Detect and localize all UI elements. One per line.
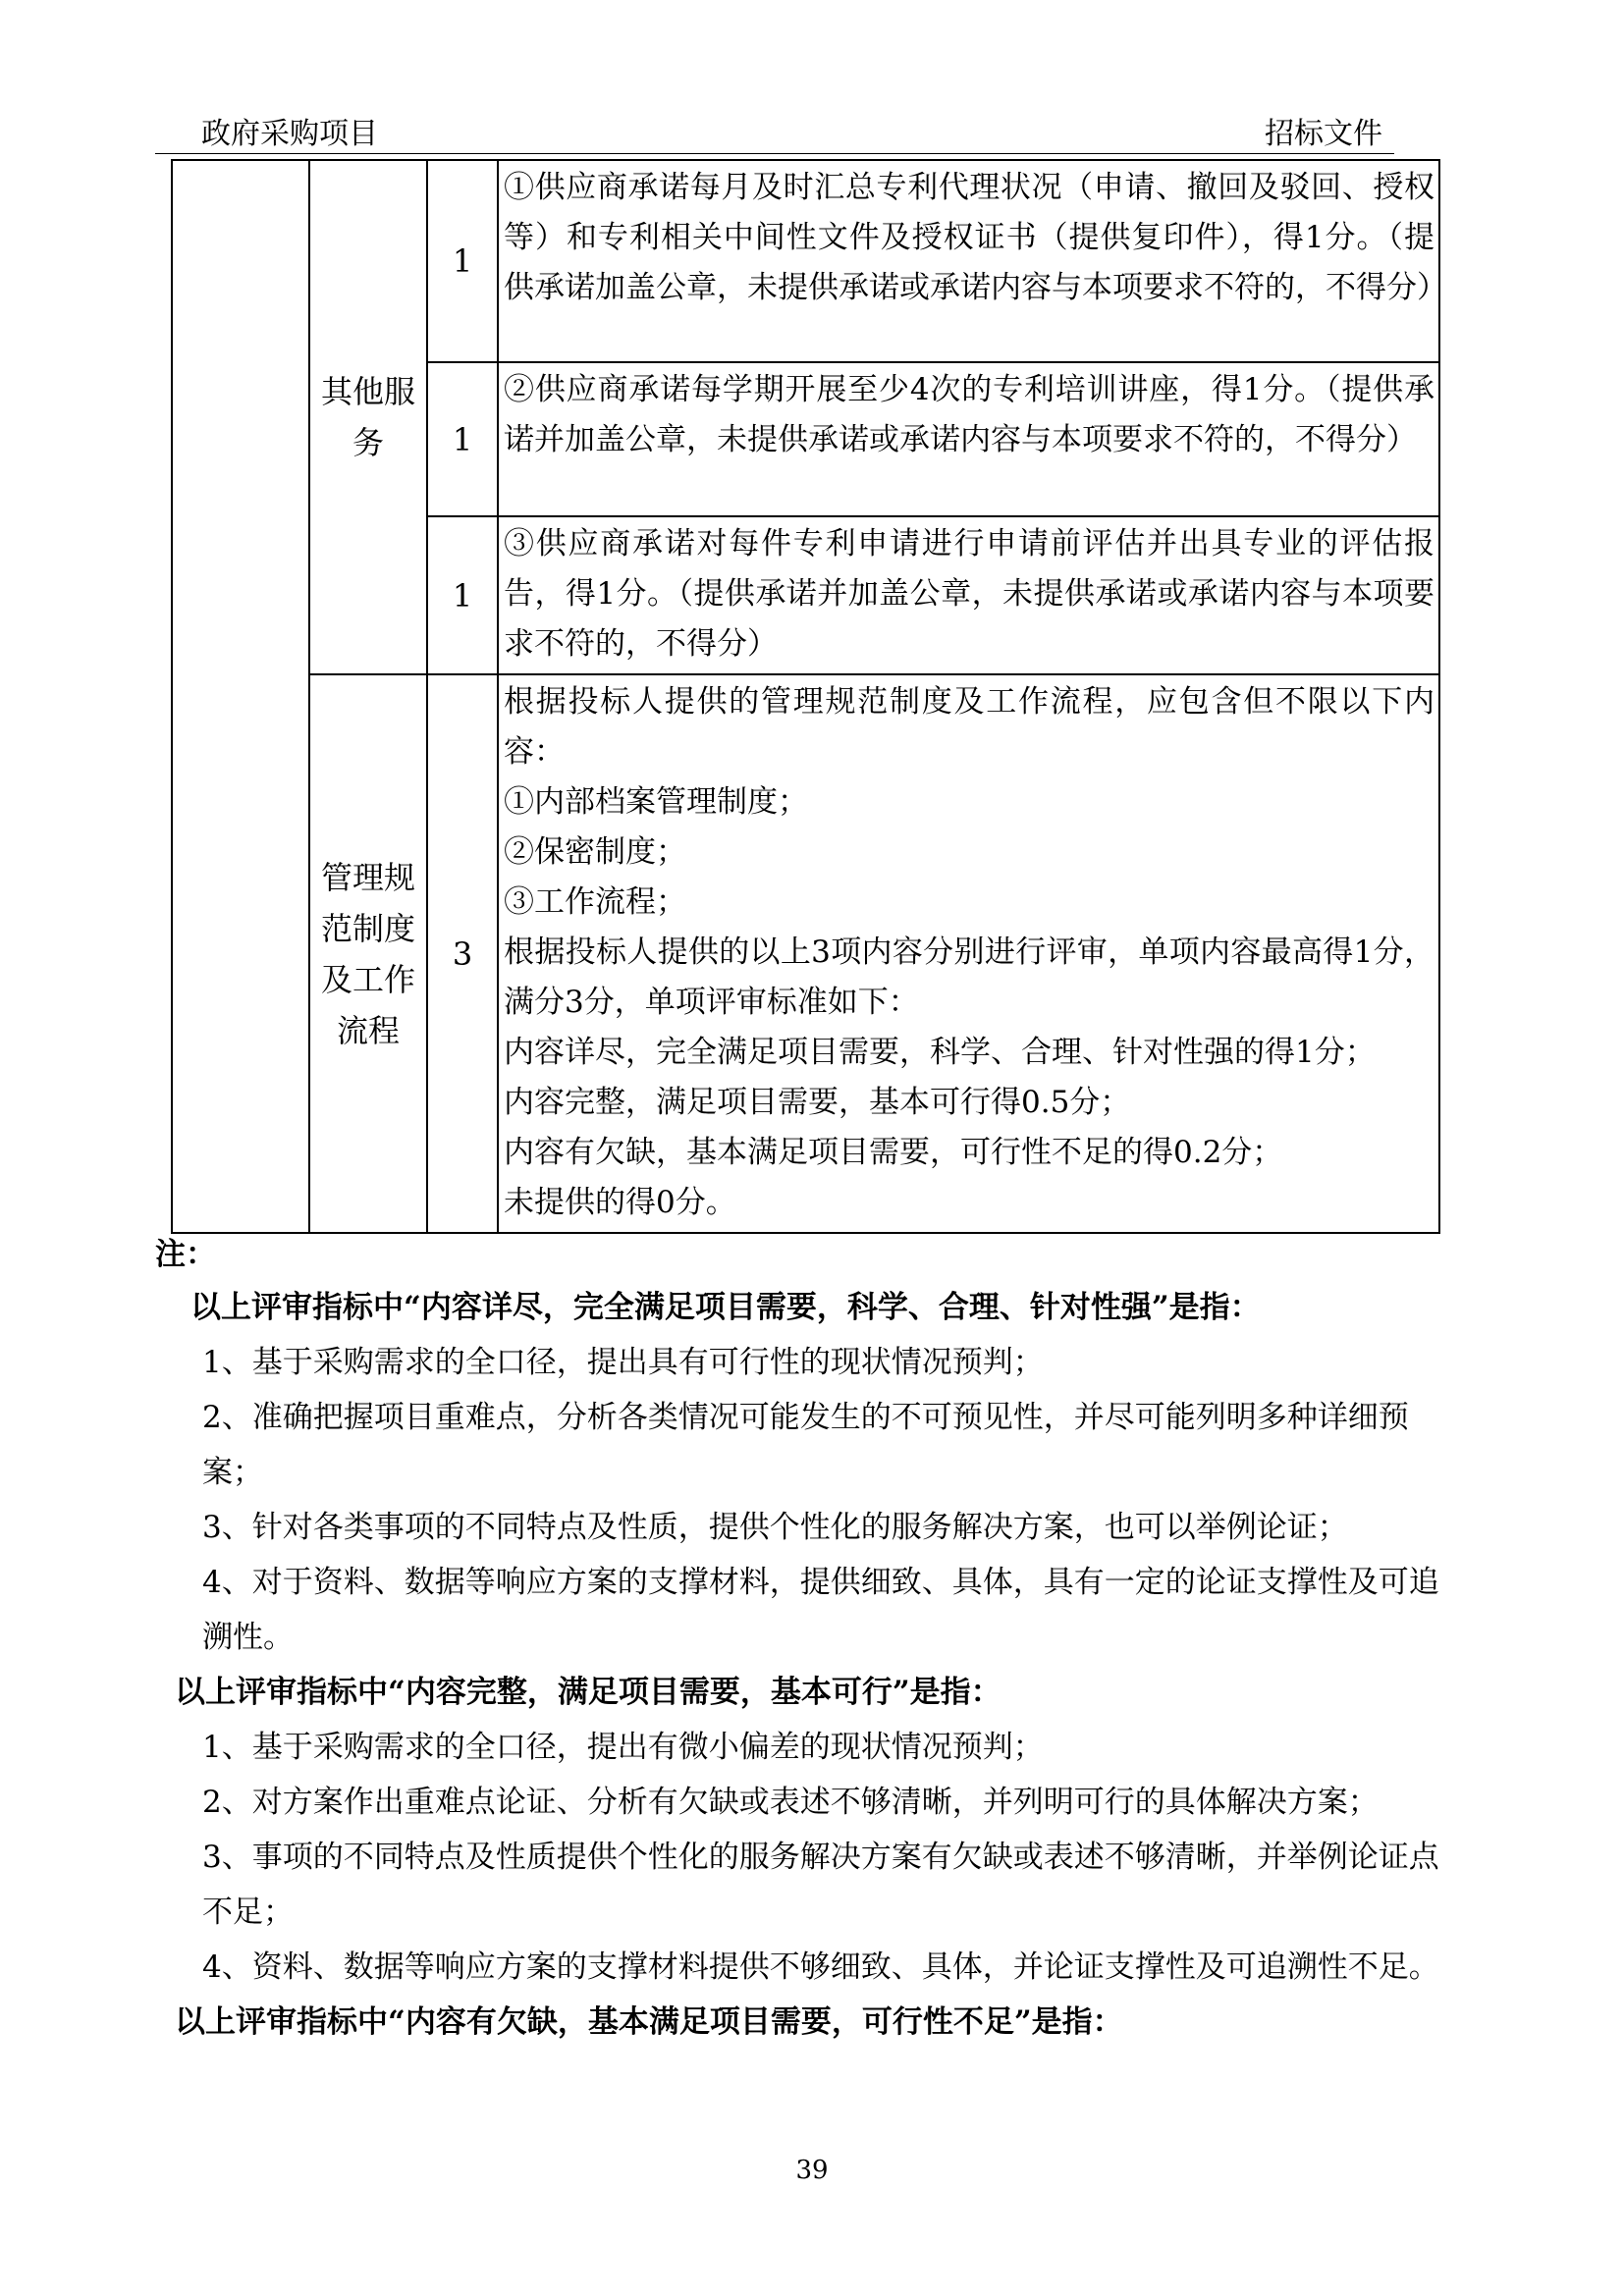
- header-left: 政府采购项目: [201, 117, 378, 151]
- criterion-line: 未提供的得0分。: [504, 1185, 736, 1220]
- page-number: 39: [795, 2156, 829, 2185]
- notes-label: 注：: [155, 1237, 216, 1272]
- criterion-line: ②保密制度；: [504, 834, 686, 870]
- list-item: 3、事项的不同特点及性质提供个性化的服务解决方案有欠缺或表述不够清晰，并举例论证点不足；: [202, 1840, 1439, 1930]
- notes-heading-3: 以上评审指标中“内容有欠缺，基本满足项目需要，可行性不足”是指：: [175, 2004, 1123, 2040]
- header-divider: [155, 153, 1394, 154]
- score-cell: 1: [427, 516, 498, 674]
- score-cell: 3: [427, 674, 498, 1233]
- list-item: 3、针对各类事项的不同特点及性质，提供个性化的服务解决方案，也可以举例论证；: [202, 1510, 1348, 1545]
- criterion-line: 内容有欠缺，基本满足项目需要，可行性不足的得0.2分；: [504, 1135, 1283, 1170]
- table-row: [172, 160, 1439, 362]
- criterion-line: 内容详尽，完全满足项目需要，科学、合理、针对性强的得1分；: [504, 1035, 1376, 1070]
- list-item: 2、准确把握项目重难点，分析各类情况可能发生的不可预见性，并尽可能列明多种详细预案；: [202, 1400, 1409, 1490]
- list-item: 4、资料、数据等响应方案的支撑材料提供不够细致、具体，并论证支撑性及可追溯性不足。: [202, 1949, 1439, 1985]
- criterion-line: ①内部档案管理制度；: [504, 784, 808, 820]
- list-item: 1、基于采购需求的全口径，提出具有可行性的现状情况预判；: [202, 1345, 1044, 1380]
- list-item: 1、基于采购需求的全口径，提出有微小偏差的现状情况预判；: [202, 1730, 1044, 1765]
- criterion-line: 内容完整，满足项目需要，基本可行得0.5分；: [504, 1085, 1131, 1120]
- criterion-text: ②供应商承诺每学期开展至少4次的专利培训讲座，得1分。（提供承诺并加盖公章，未提供承诺或承诺内容与本项要求不符的，不得分）: [498, 362, 1439, 516]
- criterion-text: [498, 674, 1439, 1233]
- blank-category-cell: [172, 160, 309, 1233]
- criterion-line: 根据投标人提供的以上3项内容分别进行评审，单项内容最高得1分，满分3分，单项评审标准如下：: [504, 934, 1435, 1020]
- category-other-services: 其他服务: [309, 160, 427, 674]
- notes-section: [155, 1229, 1451, 2050]
- criterion-text: ③供应商承诺对每件专利申请进行申请前评估并出具专业的评估报告，得1分。（提供承诺并加盖公章，未提供承诺或承诺内容与本项要求不符的，不得分）: [498, 516, 1439, 674]
- criterion-line: ③工作流程；: [504, 884, 686, 920]
- score-cell: 1: [427, 160, 498, 362]
- notes-heading-2: 以上评审指标中“内容完整，满足项目需要，基本可行”是指：: [175, 1675, 1001, 1710]
- table-row: [172, 674, 1439, 1233]
- category-management: 管理规范制度及工作流程: [309, 674, 427, 1233]
- criterion-line: 根据投标人提供的管理规范制度及工作流程，应包含但不限以下内容：: [504, 684, 1435, 770]
- score-cell: 1: [427, 362, 498, 516]
- scoring-table: [171, 159, 1447, 1234]
- header-right: 招标文件: [1265, 117, 1382, 151]
- list-item: 4、对于资料、数据等响应方案的支撑材料，提供细致、具体，具有一定的论证支撑性及可追溯性。: [202, 1565, 1439, 1655]
- notes-heading-1: 以上评审指标中“内容详尽，完全满足项目需要，科学、合理、针对性强”是指：: [190, 1290, 1261, 1325]
- criterion-text: ①供应商承诺每月及时汇总专利代理状况（申请、撤回及驳回、授权等）和专利相关中间性文件及授权证书（提供复印件），得1分。（提供承诺加盖公章，未提供承诺或承诺内容与本项要求不符的，不得分）: [498, 160, 1439, 362]
- list-item: 2、对方案作出重难点论证、分析有欠缺或表述不够清晰，并列明可行的具体解决方案；: [202, 1785, 1379, 1820]
